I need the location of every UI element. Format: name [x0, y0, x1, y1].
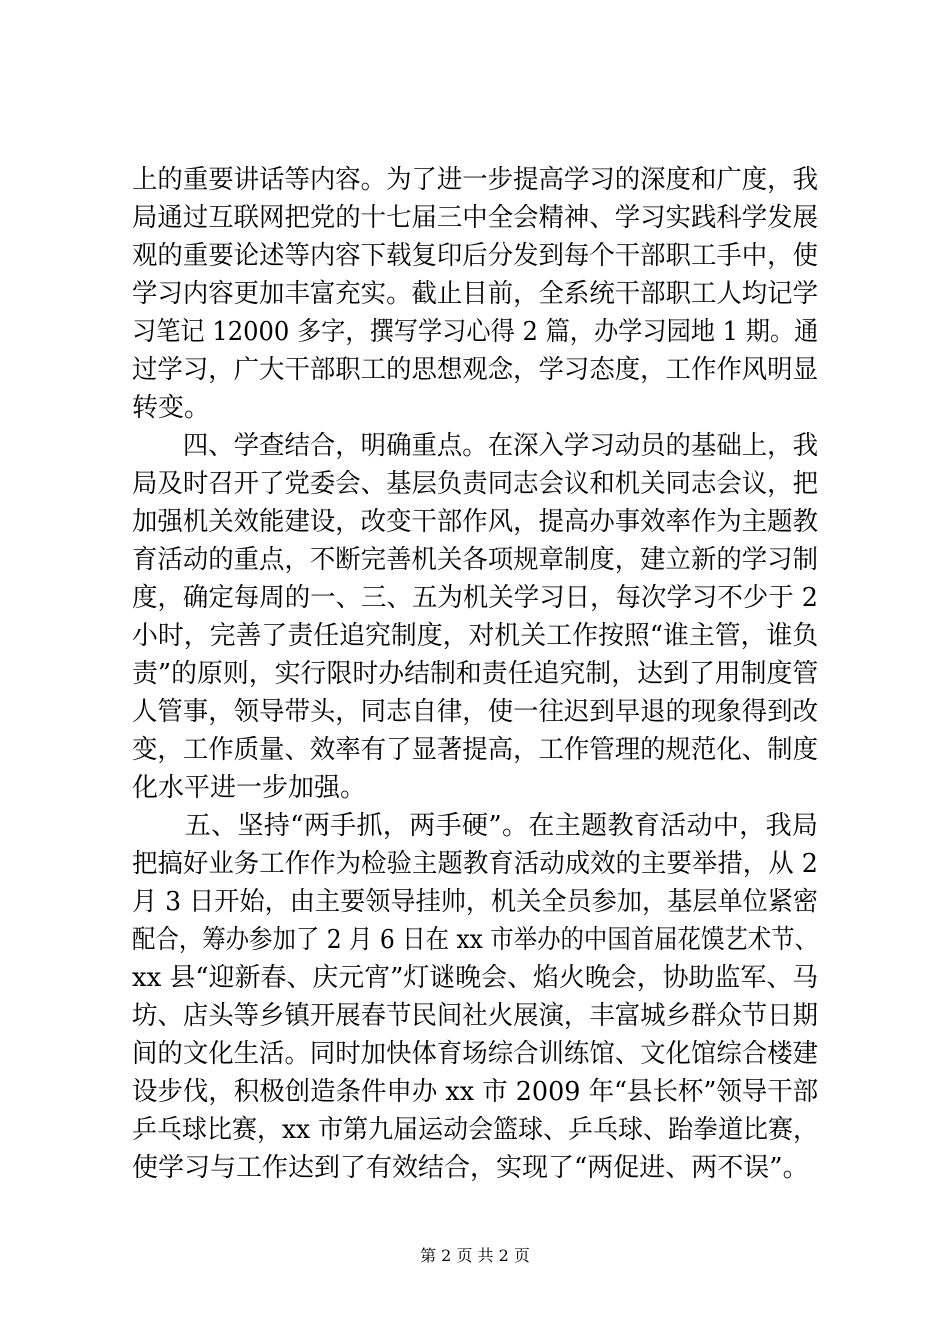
text-line: 局及时召开了党委会、基层负责同志会议和机关同志会议，把 — [132, 469, 819, 499]
text-line: 把搞好业务工作作为检验主题教育活动成效的主要举措，从 2 — [132, 849, 818, 879]
text-line: 转变。 — [132, 393, 211, 423]
text-line: 加强机关效能建设，改变干部作风，提高办事效率作为主题教 — [132, 507, 819, 537]
text-line: 变，工作质量、效率有了显著提高，工作管理的规范化、制度 — [132, 735, 819, 765]
text-line: 人管事，领导带头，同志自律，使一往迟到早退的现象得到改 — [132, 697, 819, 727]
text-line: 育活动的重点，不断完善机关各项规章制度，建立新的学习制 — [132, 545, 819, 575]
text-line: 坊、店头等乡镇开展春节民间社火展演，丰富城乡群众节日期 — [132, 1001, 819, 1031]
text-line: 间的文化生活。同时加快体育场综合训练馆、文化馆综合楼建 — [132, 1039, 819, 1069]
text-line: 学习内容更加丰富充实。截止目前，全系统干部职工人均记学 — [132, 279, 819, 309]
text-line: 月 3 日开始，由主要领导挂帅，机关全员参加，基层单位紧密 — [132, 887, 819, 917]
text-line: 四、学查结合，明确重点。在深入学习动员的基础上，我 — [132, 431, 819, 461]
text-line: xx 县“迎新春、庆元宵”灯谜晚会、焰火晚会，协助监军、马 — [132, 963, 819, 993]
text-line: 习笔记 12000 多字，撰写学习心得 2 篇，办学习园地 1 期。通 — [132, 317, 819, 347]
text-line: 过学习，广大干部职工的思想观念，学习态度，工作作风明显 — [132, 355, 819, 385]
text-line: 度，确定每周的一、三、五为机关学习日，每次学习不少于 2 — [132, 583, 818, 613]
text-line: 设步伐，积极创造条件申办 xx 市 2009 年“县长杯”领导干部 — [132, 1077, 819, 1107]
text-line: 小时，完善了责任追究制度，对机关工作按照“谁主管，谁负 — [132, 621, 819, 651]
text-line: 五、坚持“两手抓，两手硬”。在主题教育活动中，我局 — [132, 811, 818, 841]
text-line: 观的重要论述等内容下载复印后分发到每个干部职工手中，使 — [132, 241, 819, 271]
text-line: 配合，筹办参加了 2 月 6 日在 xx 市举办的中国首届花馍艺术节、 — [132, 925, 818, 955]
text-line: 乒乓球比赛，xx 市第九届运动会篮球、乒乓球、跆拳道比赛， — [132, 1115, 818, 1145]
text-line: 使学习与工作达到了有效结合，实现了“两促进、两不误”。 — [132, 1153, 809, 1183]
text-line: 责”的原则，实行限时办结制和责任追究制，达到了用制度管 — [132, 659, 819, 689]
text-line: 上的重要讲话等内容。为了进一步提高学习的深度和广度，我 — [132, 165, 819, 195]
page-footer: 第 2 页 共 2 页 — [420, 1246, 530, 1265]
text-line: 局通过互联网把党的十七届三中全会精神、学习实践科学发展 — [132, 203, 819, 233]
text-line: 化水平进一步加强。 — [132, 773, 367, 803]
